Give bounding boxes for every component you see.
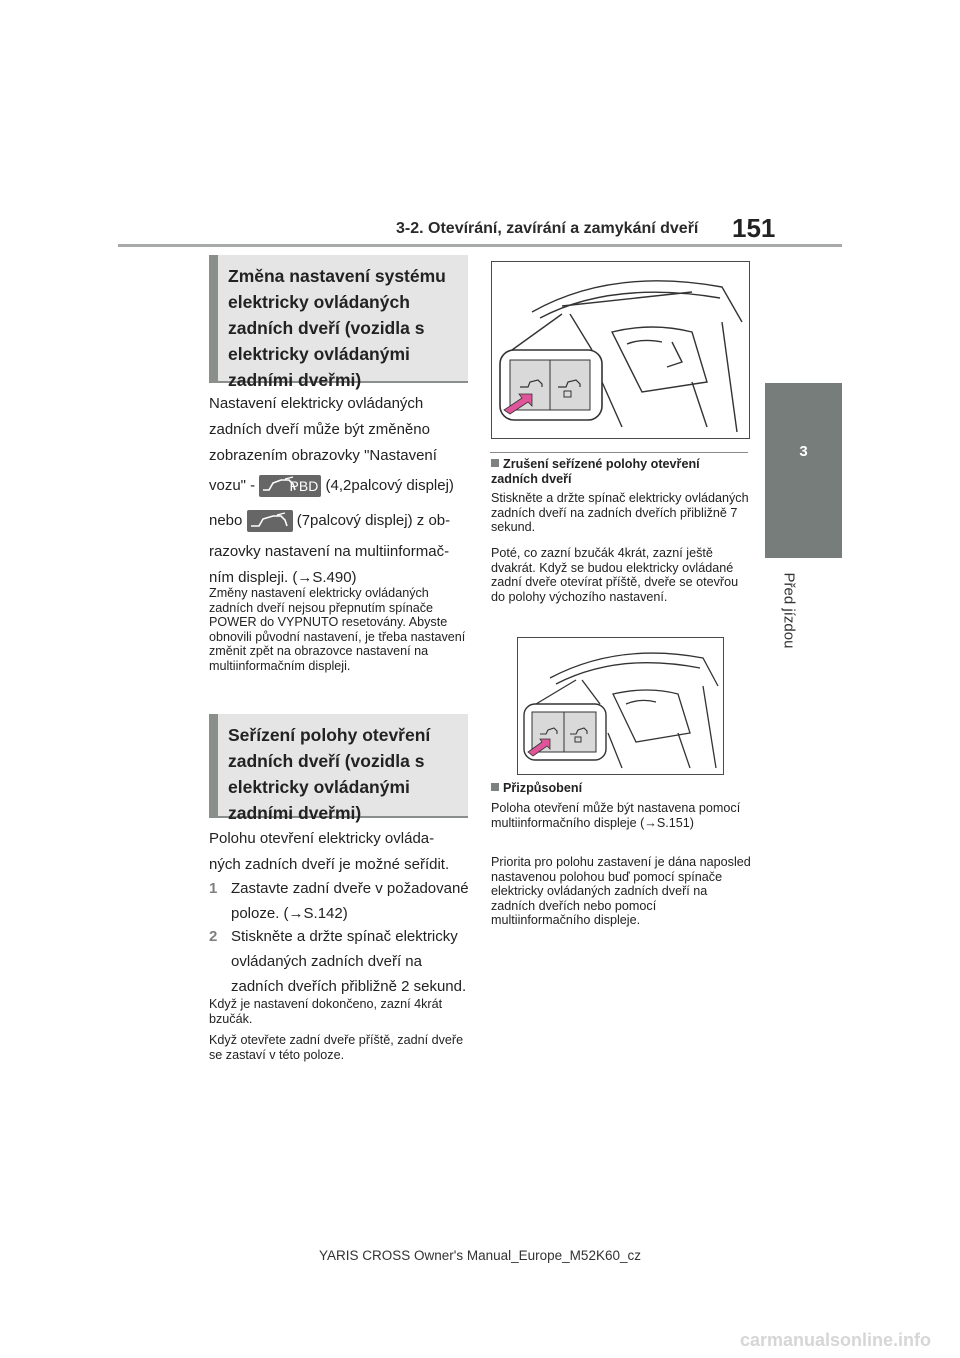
subheading-cancel (491, 457, 749, 486)
paragraph-line: Nastavení elektricky ovládaných (209, 395, 424, 412)
subheading-text: Přizpůsobení (503, 781, 583, 795)
pbd-label: PBD (289, 478, 319, 495)
paragraph-priority: Priorita pro polohu zastavení je dána naposled nastavenou polohou buď pomocí spínače elektricky ovládaných zadních dveří na zadních dveřích nebo pomocí multiinformačního displeje. (491, 855, 751, 927)
paragraph-line: Polohu otevření elektricky ovláda- (209, 830, 435, 847)
paragraph-adjust-intro (209, 826, 471, 878)
subheading-customization (491, 781, 749, 796)
section-heading-power-door-settings: Změna nastavení systému elektricky ovládaných zadních dveří (vozidla s elektricky ovládanými zadními dveřmi) (228, 266, 446, 390)
bullet-square-icon (491, 459, 499, 467)
paragraph-settings-intro (209, 391, 471, 591)
paragraph-line: razovky nastavení na multiinformač- (209, 543, 450, 560)
step-item (209, 924, 471, 999)
chapter-tab-label-wrap (778, 572, 800, 652)
footer-manual-id: YARIS CROSS Owner's Manual_Europe_M52K60_cz (319, 1248, 641, 1263)
paragraph-cancel-result: Poté, co zazní bzučák 4krát, zazní ještě dvakrát. Když se budou elektricky ovládané zadní dveře otevírat příště, dveře se otevřou do polohy výchozího nastavení. (491, 546, 739, 604)
paragraph-customization: Poloha otevření může být nastavena pomocí multiinformačního displeje (→S.151) (491, 801, 741, 830)
tailgate-illustration (518, 638, 723, 774)
section-heading-box (209, 714, 468, 823)
bullet-square-icon (491, 783, 499, 791)
vehicle-icon (247, 510, 293, 532)
paragraph-text: vozu" - (209, 477, 256, 494)
note-settings-reset: Změny nastavení elektricky ovládaných zadních dveří nejsou přepnutím spínače POWER do VYPNUTO resetovány. Abyste obnovili původní nastavení, je třeba nastavení změnit zpět na obrazovce nastavení na multiinformačním displeji. (209, 586, 466, 673)
paragraph-line (209, 469, 471, 503)
paragraph-line (209, 503, 471, 539)
step-text: Stiskněte a držte spínač elektricky ovládaných zadních dveří na zadních dveřích přibližně 2 sekund. (231, 928, 467, 995)
page-number: 151 (732, 213, 776, 243)
paragraph-cancel-instructions: Stiskněte a držte spínač elektricky ovládaných zadních dveří na zadních dveřích přibližně 7 sekund. (491, 491, 749, 534)
chapter-title: 3-2. Otevírání, zavírání a zamykání dveří (396, 220, 699, 237)
subheading-text: Zrušení seřízené polohy otevření zadních dveří (491, 457, 700, 486)
illustration-tailgate-switch (491, 261, 750, 439)
chapter-tab-label: Před jízdou (780, 572, 798, 649)
vehicle-outline-icon (247, 510, 293, 532)
note-next-open: Když otevřete zadní dveře příště, zadní dveře se zastaví v této poloze. (209, 1033, 464, 1062)
illustration-tailgate-switch-2 (517, 637, 724, 775)
section-heading-open-position: Seřízení polohy otevření zadních dveří (vozidla s elektricky ovládanými zadními dveřmi) (228, 725, 431, 823)
paragraph-line: ním displeji. (→S.490) (209, 569, 357, 586)
step-item (209, 876, 471, 926)
paragraph-text: (7palcový displej) z ob- (296, 512, 451, 529)
note-completion: Když je nastavení dokončeno, zazní 4krát bzučák. (209, 997, 443, 1026)
paragraph-line: zadních dveří může být změněno (209, 421, 430, 438)
section-heading-box (209, 255, 468, 390)
chapter-tab (765, 383, 842, 558)
vehicle-pbd-icon (259, 475, 321, 497)
step-number: 1 (209, 880, 218, 897)
figure-divider (490, 452, 748, 453)
paragraph-text: nebo (209, 512, 243, 529)
paragraph-text: (4,2palcový displej) (325, 477, 454, 494)
paragraph-line: ných zadních dveří je možné seřídit. (209, 856, 450, 873)
paragraph-line: zobrazením obrazovky "Nastavení (209, 447, 437, 464)
chapter-tab-number: 3 (799, 443, 808, 460)
watermark: carmanualsonline.info (740, 1330, 932, 1350)
header-divider (118, 244, 842, 247)
tailgate-illustration (492, 262, 749, 438)
step-text: Zastavte zadní dveře v požadované poloze. (→S.142) (231, 880, 469, 922)
step-number: 2 (209, 928, 218, 945)
